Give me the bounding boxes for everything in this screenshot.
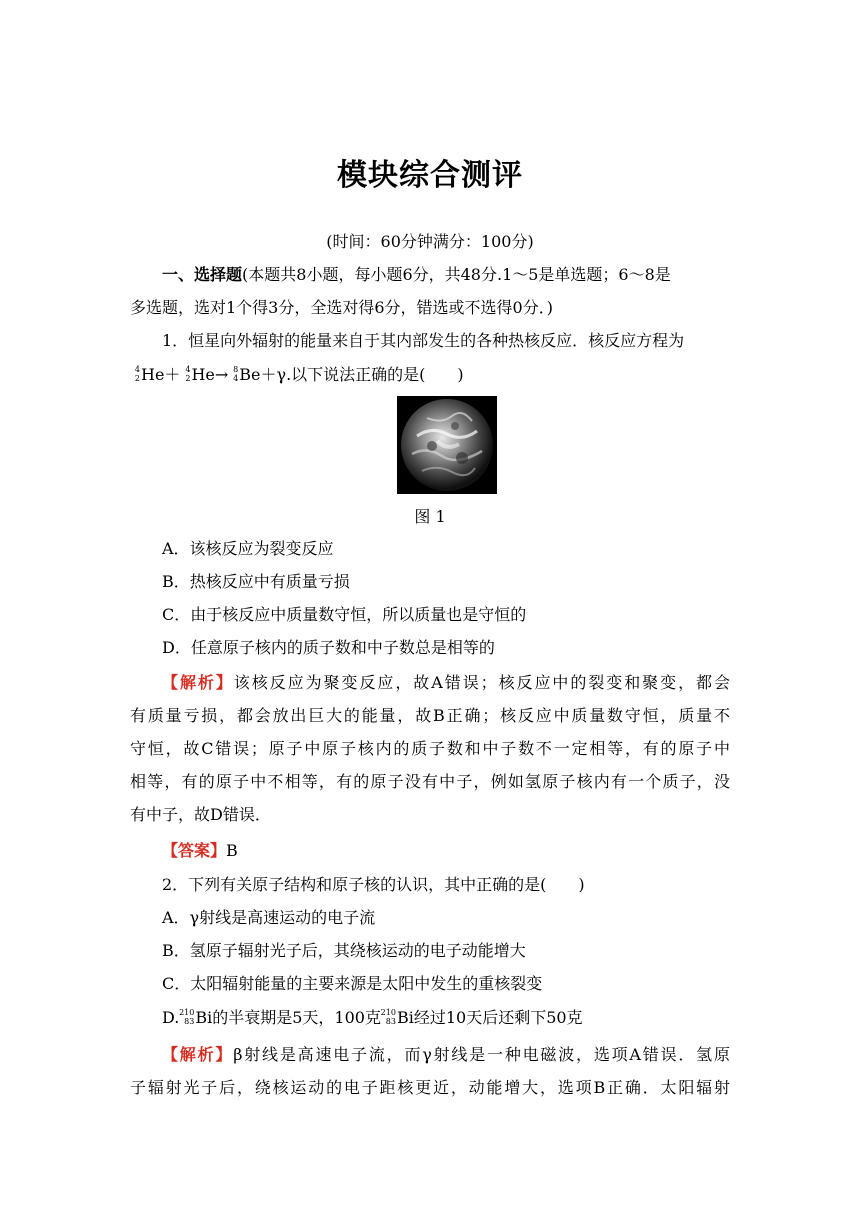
time-score-note: (时间：60分钟满分：100分) [326,232,534,251]
he-symbol: He [141,365,165,384]
he-nuclide-indices-2: 4 2 [185,365,191,383]
he-nuclide-indices: 4 2 [134,365,140,383]
q1-option-b: B．热核反应中有质量亏损 [162,572,350,591]
bi-symbol: Bi [195,1008,213,1027]
page-title: 模块综合测评 [337,158,523,193]
q1-answer [162,840,238,862]
q1-option-d: D．任意原子核内的质子数和中子数总是相等的 [162,638,495,657]
bi-nuclide-indices-2: 210 83 [380,1008,396,1026]
q1-option-a: A．该核反应为裂变反应 [162,539,334,558]
section-desc-1: (本题共8小题，每小题6分，共48分.1～5是单选题；6～8是 [242,265,671,284]
q1-analysis-line4: 相等，有的原子中不相等，有的原子没有中子，例如氢原子核内有一个质子，没 [130,772,730,791]
q1-equation-line [130,364,464,386]
section-heading: 一、选择题 [162,265,243,284]
q2-option-c: C．太阳辐射能量的主要来源是太阳中发生的重核裂变 [162,974,543,993]
option-d-tail: 经过10天后还剩下50克 [413,1008,583,1027]
bi-nuclide-indices: 210 83 [179,1008,195,1026]
analysis-text: 该核反应为聚变反应，故A错误；核反应中的裂变和聚变，都会 [233,673,730,692]
q1-analysis-line1 [162,672,730,694]
plus-sign: ＋ [164,365,181,384]
q2-option-d [162,1007,583,1029]
q2-analysis-line1 [162,1044,730,1066]
q1-option-c: C．由于核反应中质量数守恒，所以质量也是守恒的 [162,605,527,624]
q2-option-a: A．γ射线是高速运动的电子流 [162,908,376,927]
he-symbol-2: He [191,365,215,384]
equation-tail: ＋γ.以下说法正确的是( ) [260,365,464,384]
star-sphere-icon [397,396,497,494]
answer-value: B [226,841,238,860]
analysis-tag: 【解析】 [162,673,234,692]
q1-analysis-line2: 有质量亏损，都会放出巨大的能量，故B正确；核反应中质量数守恒，质量不 [130,706,730,725]
q2-analysis-line2: 子辐射光子后，绕核运动的电子距核更近，动能增大，选项B正确．太阳辐射 [130,1078,730,1097]
star-figure-image [397,396,497,494]
option-d-prefix: D. [162,1008,180,1027]
q1-stem-line1: 1．恒星向外辐射的能量来自于其内部发生的各种热核反应．核反应方程为 [162,331,685,350]
q1-analysis-line5: 有中子，故D错误． [130,805,271,824]
q2-stem: 2．下列有关原子结构和原子核的认识，其中正确的是( ) [162,875,585,894]
answer-tag: 【答案】 [162,841,227,860]
option-d-mid: 的半衰期是5天，100克 [212,1008,381,1027]
analysis-text-2: β射线是高速电子流，而γ射线是一种电磁波，选项A错误．氢原 [233,1045,730,1064]
figure-caption: 图 1 [414,507,446,526]
q1-analysis-line3: 守恒，故C错误；原子中原子核内的质子数和中子数不一定相等，有的原子中 [130,739,730,758]
reaction-arrow: → [214,365,229,384]
bi-symbol-2: Bi [396,1008,414,1027]
section-desc-2: 多选题，选对1个得3分，全选对得6分，错选或不选得0分．) [130,298,553,317]
be-nuclide-indices: 8 4 [233,365,239,383]
analysis-tag-2: 【解析】 [162,1045,234,1064]
be-symbol: Be [239,365,261,384]
q2-option-b: B．氢原子辐射光子后，其绕核运动的电子动能增大 [162,941,526,960]
section-intro-line1 [162,264,671,286]
